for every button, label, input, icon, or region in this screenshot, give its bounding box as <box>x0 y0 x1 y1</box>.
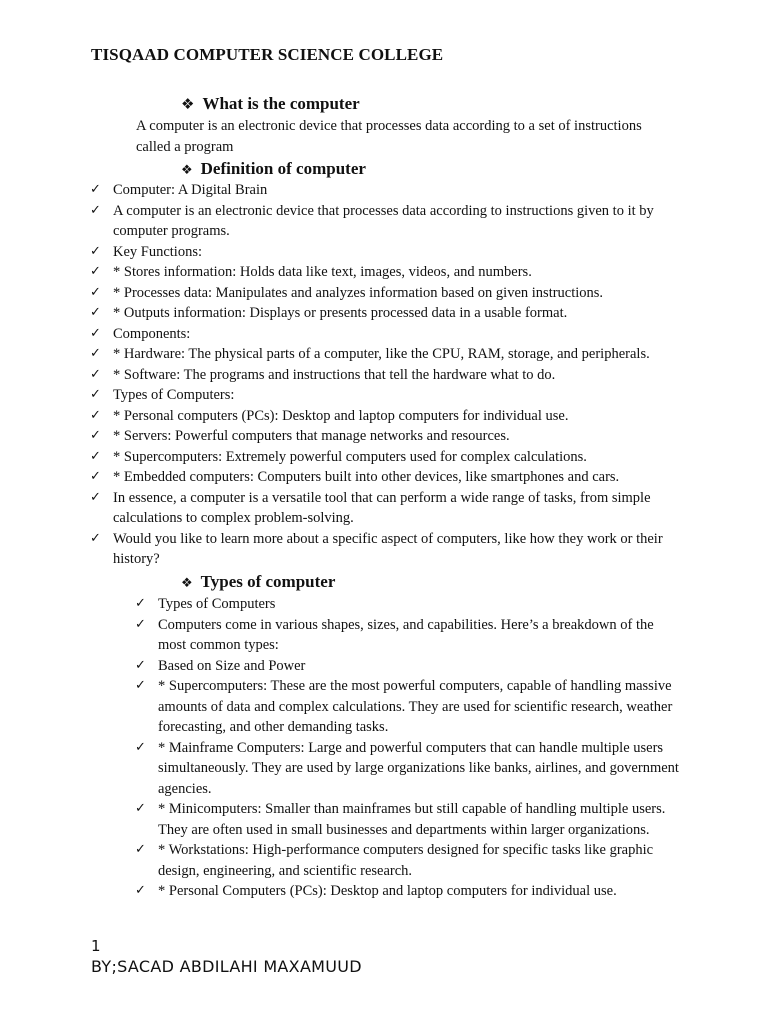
list-item <box>90 365 683 386</box>
list-item-text: Computer: A Digital Brain <box>113 182 268 198</box>
checkmark-bullet-icon: ✓ <box>135 842 146 857</box>
section-heading-text: Definition of computer <box>200 159 366 178</box>
checkmark-bullet-icon: ✓ <box>90 305 101 320</box>
list-item-text: * Embedded computers: Computers built into other devices, like smartphones and cars. <box>113 469 620 485</box>
checkmark-bullet-icon: ✓ <box>135 596 146 611</box>
list-item-text: A computer is an electronic device that processes data according to instructions given to it by computer programs. <box>113 202 654 239</box>
list-item <box>90 406 683 427</box>
list-item <box>90 488 683 529</box>
list-item-text: * Mainframe Computers: Large and powerful computers that can handle multiple users simultaneously. They are used by large organizations like banks, airlines, and government agencies. <box>158 739 679 797</box>
page-number: 1 <box>91 937 101 955</box>
checkmark-bullet-icon: ✓ <box>135 883 146 898</box>
list-item-text: Types of Computers: <box>113 387 235 403</box>
list-item-text: * Minicomputers: Smaller than mainframes but still capable of handling multiple users. They are often used in small businesses and departments within larger organizations. <box>158 801 666 838</box>
list-item <box>135 594 683 615</box>
list-item-text: * Servers: Powerful computers that manage networks and resources. <box>113 428 510 444</box>
checkmark-bullet-icon: ✓ <box>90 284 101 300</box>
list-item-text: * Personal computers (PCs): Desktop and laptop computers for individual use. <box>113 407 569 424</box>
list-item <box>90 180 683 201</box>
list-item <box>135 615 683 656</box>
list-item <box>90 201 683 242</box>
list-item <box>135 738 683 800</box>
checkmark-bullet-icon: ✓ <box>90 346 101 361</box>
list-item <box>135 656 683 677</box>
list-item-text: In essence, a computer is a versatile tool that can perform a wide range of tasks, from simple calculations to complex problem-solving. <box>113 489 651 526</box>
list-item <box>90 262 683 283</box>
section-heading-definition <box>181 159 366 179</box>
list-item <box>135 840 683 881</box>
checkmark-bullet-icon: ✓ <box>90 469 101 484</box>
list-item-text: Components: <box>113 325 191 342</box>
checkmark-bullet-icon: ✓ <box>90 366 101 382</box>
checkmark-bullet-icon: ✓ <box>135 616 146 632</box>
checkmark-bullet-icon: ✓ <box>90 325 101 341</box>
checkmark-bullet-icon: ✓ <box>135 801 146 816</box>
diamond-bullet-icon: ❖ <box>181 95 195 113</box>
list-item-text: * Stores information: Holds data like text, images, videos, and numbers. <box>113 264 532 280</box>
list-item <box>90 283 683 304</box>
list-item <box>90 529 683 570</box>
list-item-text: * Processes data: Manipulates and analyzes information based on given instructions. <box>113 284 604 301</box>
list-item <box>90 303 683 324</box>
checkmark-bullet-icon: ✓ <box>90 243 101 259</box>
list-item-text: Would you like to learn more about a specific aspect of computers, like how they work or their history? <box>113 530 663 567</box>
document-title: TISQAAD COMPUTER SCIENCE COLLEGE <box>91 45 444 64</box>
checkmark-bullet-icon: ✓ <box>90 489 101 505</box>
checkmark-bullet-icon: ✓ <box>90 428 101 443</box>
list-item <box>135 799 683 840</box>
list-item-text: * Outputs information: Displays or presents processed data in a usable format. <box>113 305 568 321</box>
list-item-text: * Personal Computers (PCs): Desktop and laptop computers for individual use. <box>158 883 617 899</box>
list-item <box>135 676 683 738</box>
list-item <box>135 881 683 902</box>
section-heading-text: Types of computer <box>200 572 336 591</box>
section-heading-what-is-computer <box>181 94 360 114</box>
checkmark-bullet-icon: ✓ <box>90 407 101 423</box>
list-item <box>90 426 683 447</box>
list-item-text: * Hardware: The physical parts of a computer, like the CPU, RAM, storage, and peripherals. <box>113 346 650 362</box>
list-item-text: * Software: The programs and instructions that tell the hardware what to do. <box>113 366 556 383</box>
checkmark-bullet-icon: ✓ <box>90 448 101 464</box>
checkmark-bullet-icon: ✓ <box>90 530 101 546</box>
list-item-text: Computers come in various shapes, sizes, and capabilities. Here’s a breakdown of the most common types: <box>158 616 654 653</box>
checkmark-bullet-icon: ✓ <box>135 657 146 673</box>
list-item <box>90 385 683 406</box>
diamond-bullet-icon: ❖ <box>181 163 193 178</box>
checkmark-bullet-icon: ✓ <box>90 387 101 402</box>
diamond-bullet-icon: ❖ <box>181 576 193 591</box>
list-item-text: * Supercomputers: Extremely powerful computers used for complex calculations. <box>113 448 587 465</box>
checkmark-bullet-icon: ✓ <box>90 182 101 197</box>
list-item <box>90 344 683 365</box>
list-item <box>90 467 683 488</box>
checkmark-bullet-icon: ✓ <box>90 202 101 218</box>
list-item-text: * Workstations: High-performance computers designed for specific tasks like graphic design, engineering, and scientific research. <box>158 842 654 879</box>
section-heading-types <box>181 572 335 592</box>
checkmark-bullet-icon: ✓ <box>135 739 146 755</box>
checkmark-bullet-icon: ✓ <box>90 264 101 279</box>
list-item <box>90 242 683 263</box>
list-item <box>90 324 683 345</box>
list-item-text: Based on Size and Power <box>158 657 306 674</box>
list-item <box>90 447 683 468</box>
definition-paragraph: A computer is an electronic device that processes data according to a set of instructions called a program <box>136 118 642 155</box>
types-checklist <box>135 594 683 902</box>
list-item-text: Key Functions: <box>113 243 203 260</box>
section-heading-text: What is the computer <box>202 94 360 113</box>
list-item-text: Types of Computers <box>158 596 276 612</box>
checkmark-bullet-icon: ✓ <box>135 678 146 693</box>
author-footer: BY;SACAD ABDILAHI MAXAMUUD <box>91 957 362 976</box>
list-item-text: * Supercomputers: These are the most powerful computers, capable of handling massive amounts of data and complex calculations. They are used for scientific research, weather forecasting, and other demanding tasks. <box>158 678 673 735</box>
definition-checklist <box>90 180 683 570</box>
